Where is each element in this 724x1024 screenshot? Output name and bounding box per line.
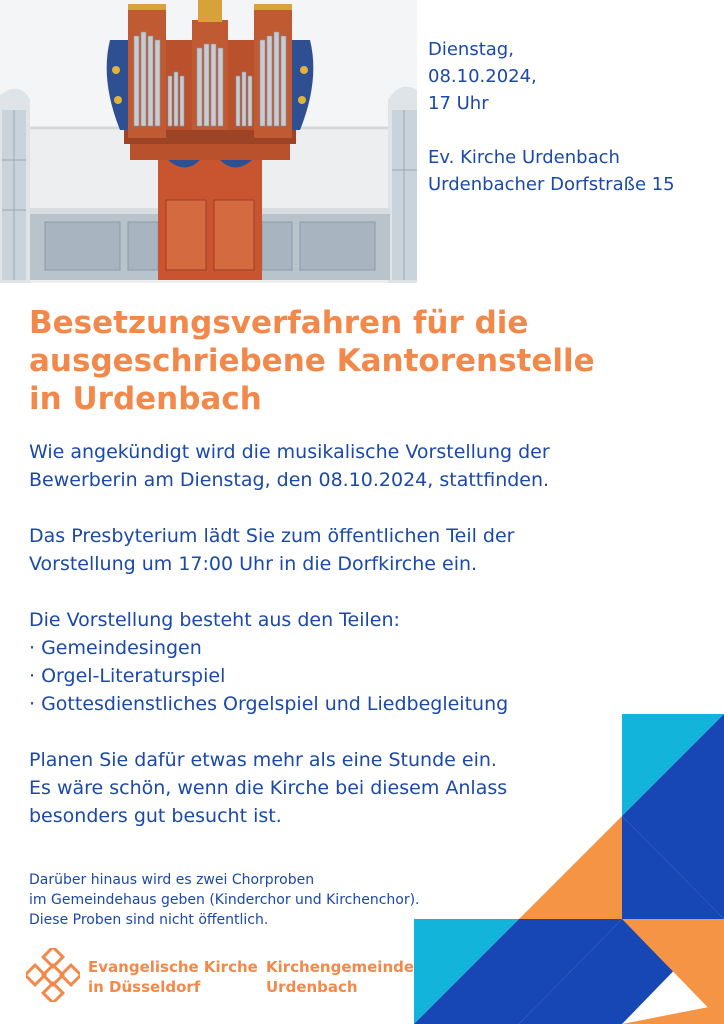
note-line: im Gemeindehaus geben (Kinderchor und Kirchenchor). xyxy=(29,892,420,908)
note-line: Diese Proben sind nicht öffentlich. xyxy=(29,912,269,928)
decorative-triangles xyxy=(414,714,724,1024)
venue-address: Urdenbacher Dorfstraße 15 xyxy=(428,174,675,195)
event-date xyxy=(428,36,718,117)
paragraph-program xyxy=(29,606,669,718)
paragraph-announcement xyxy=(29,438,669,494)
list-item: · Gottesdienstliches Orgelspiel und Liedbegleitung xyxy=(29,693,509,715)
paragraph-invitation xyxy=(29,522,669,578)
program-intro: Die Vorstellung besteht aus den Teilen: xyxy=(29,609,400,631)
text-line: Planen Sie dafür etwas mehr als eine Stunde ein. xyxy=(29,749,497,771)
text-line: besonders gut besucht ist. xyxy=(29,805,282,827)
event-venue xyxy=(428,144,718,198)
list-item: · Orgel-Literaturspiel xyxy=(29,665,226,687)
page-title xyxy=(29,304,699,418)
venue-name: Ev. Kirche Urdenbach xyxy=(428,147,620,168)
logo-line: Evangelische Kirche xyxy=(88,958,258,976)
logo-line: in Düsseldorf xyxy=(88,978,201,996)
text-line: Bewerberin am Dienstag, den 08.10.2024, stattfinden. xyxy=(29,469,550,491)
ekd-cross-logo-icon xyxy=(26,948,80,1002)
text-line: Das Presbyterium lädt Sie zum öffentlichen Teil der xyxy=(29,525,515,547)
organ-photo xyxy=(0,0,417,283)
logo-line: Kirchengemeinde xyxy=(266,958,415,976)
headline-line: Besetzungsverfahren für die xyxy=(29,305,529,341)
event-info xyxy=(428,36,718,198)
parish-logo-text xyxy=(266,957,414,997)
note-line: Darüber hinaus wird es zwei Chorproben xyxy=(29,872,315,888)
text-line: Es wäre schön, wenn die Kirche bei diesem Anlass xyxy=(29,777,508,799)
deco-triangle xyxy=(519,816,622,919)
event-date-line: Dienstag, xyxy=(428,39,514,60)
ekd-logo-text xyxy=(88,957,258,997)
headline-line: ausgeschriebene Kantorenstelle xyxy=(29,343,595,379)
text-line: Vorstellung um 17:00 Uhr in die Dorfkirche ein. xyxy=(29,553,478,575)
text-line: Wie angekündigt wird die musikalische Vorstellung der xyxy=(29,441,550,463)
event-date-line: 08.10.2024, xyxy=(428,66,537,87)
event-time-line: 17 Uhr xyxy=(428,93,489,114)
footer-logos xyxy=(26,948,426,1004)
logo-line: Urdenbach xyxy=(266,978,358,996)
headline-line: in Urdenbach xyxy=(29,381,262,417)
list-item: · Gemeindesingen xyxy=(29,637,202,659)
